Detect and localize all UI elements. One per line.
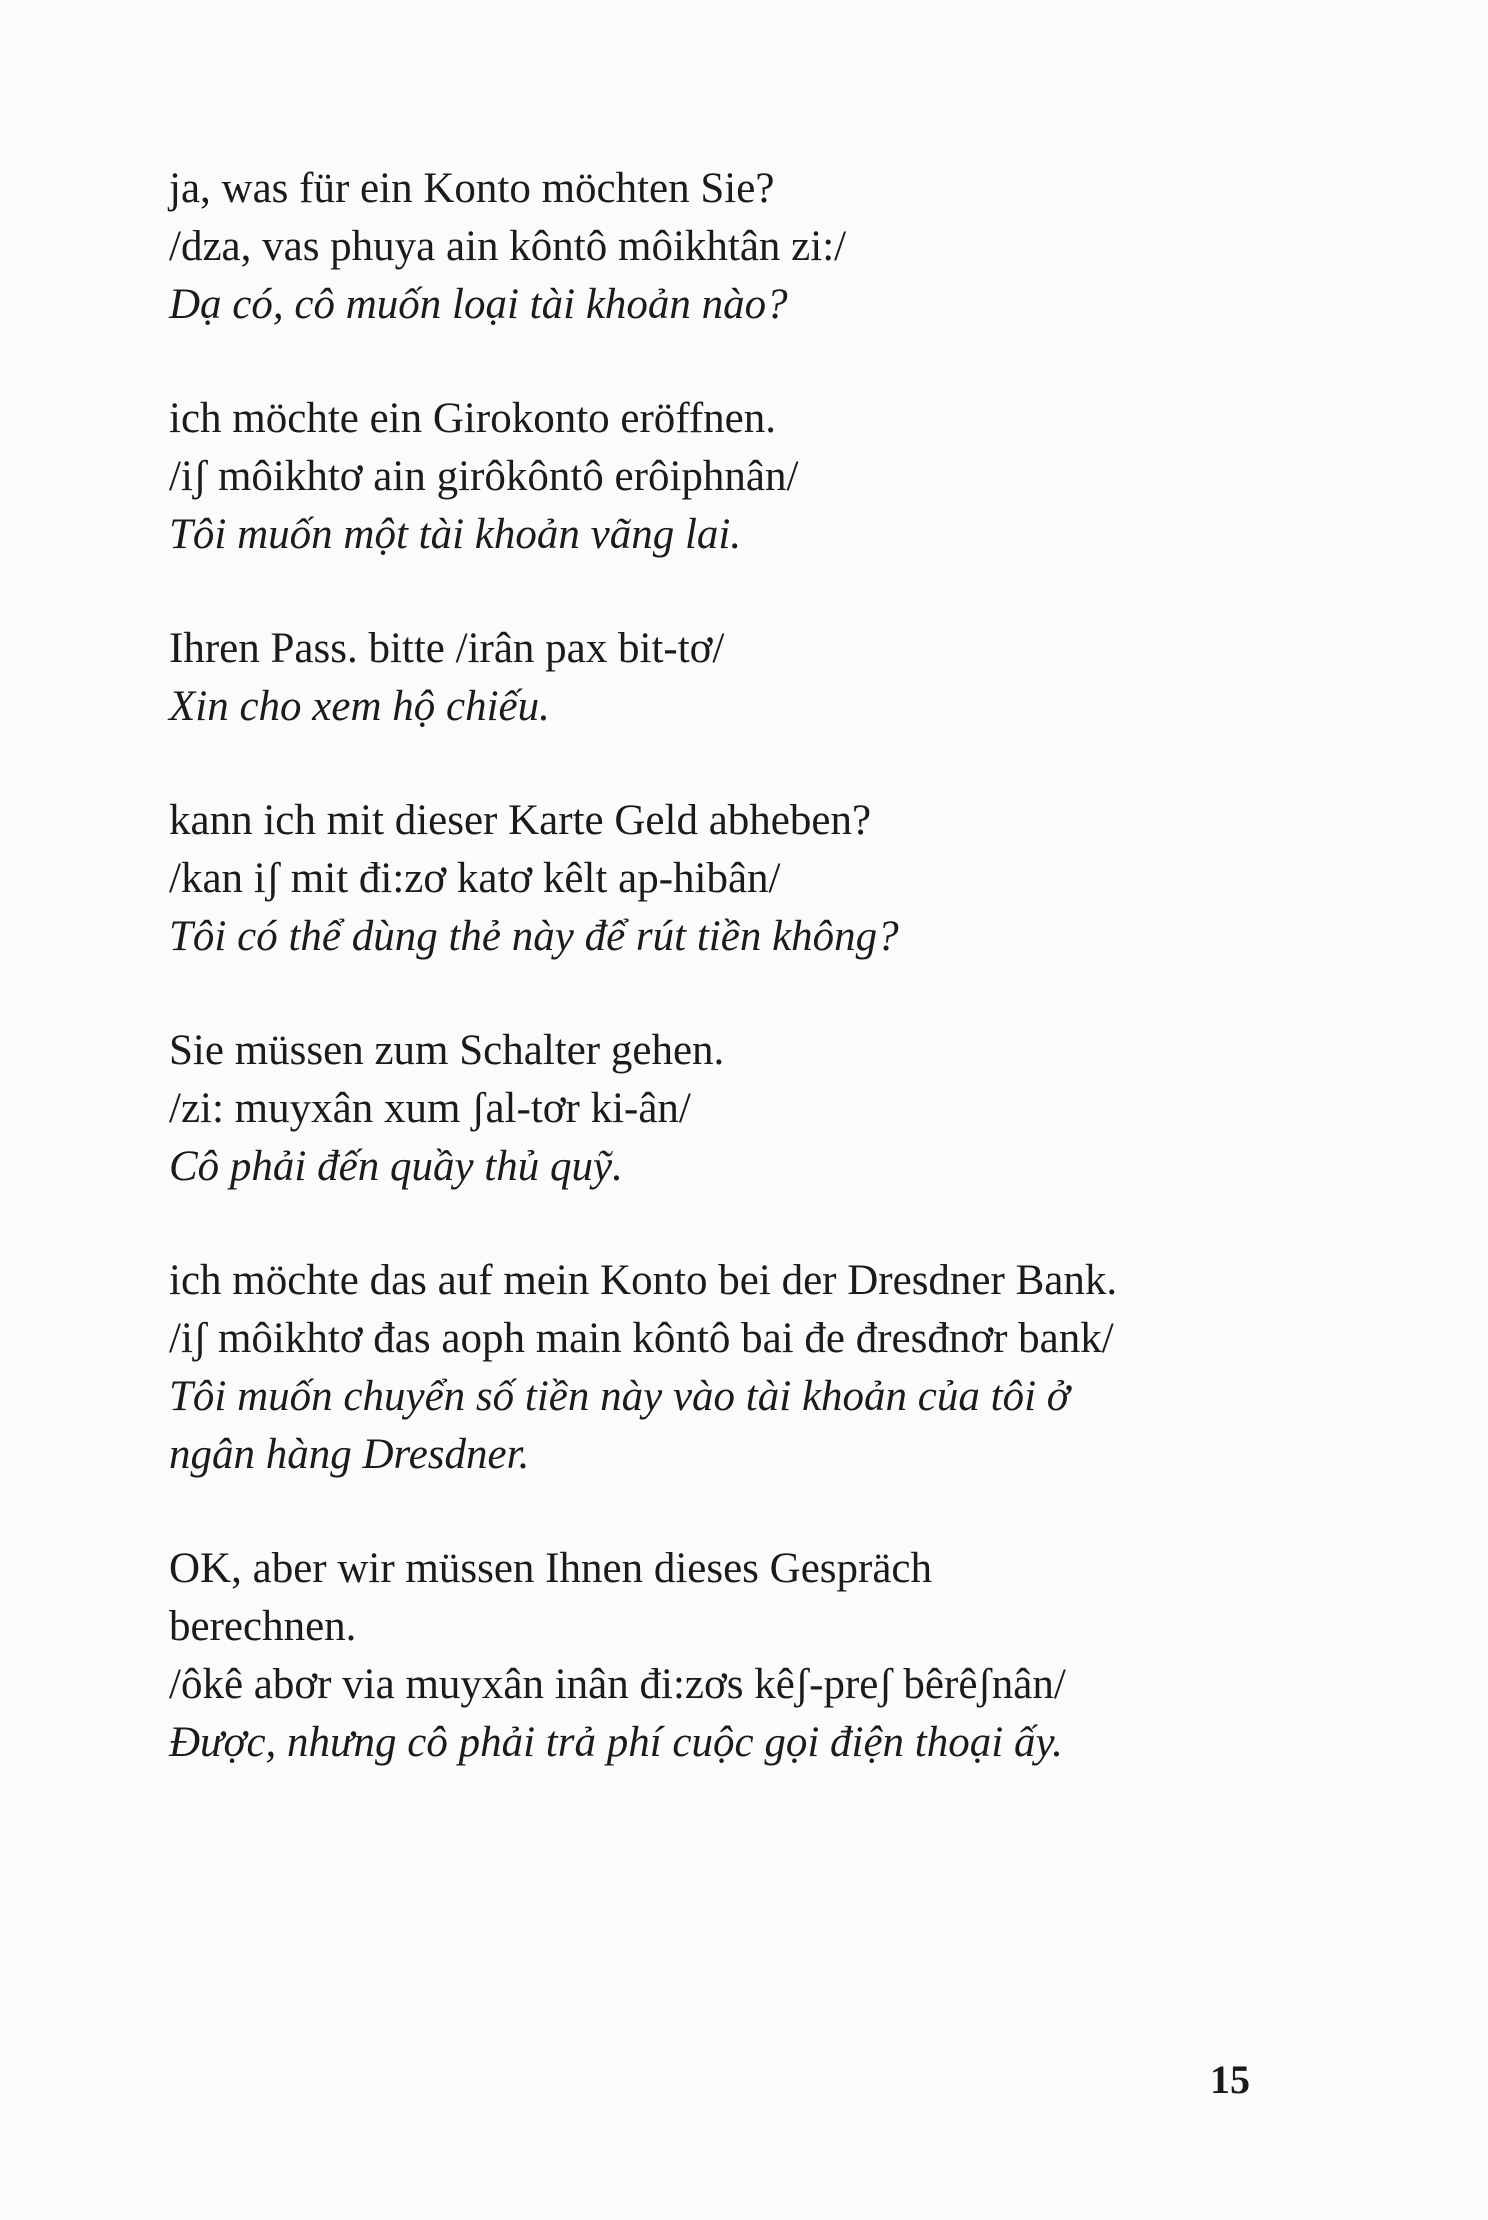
phrase-entry-5 xyxy=(169,1022,1309,1196)
german-phrase: ich möchte ein Girokonto eröffnen. xyxy=(169,395,776,442)
phrase-entry-7 xyxy=(169,1540,1309,1772)
pronunciation: /iʃ môikhtơ đas aoph main kôntô bai đe đresđnơr bank/ xyxy=(169,1315,1114,1362)
german-phrase: kann ich mit dieser Karte Geld abheben? xyxy=(169,797,872,844)
phrase-entry-6 xyxy=(169,1252,1309,1484)
german-phrase: Ihren Pass. bitte /irân pax bit-tơ/ xyxy=(169,625,725,672)
vietnamese-translation: Xin cho xem hộ chiếu. xyxy=(169,683,550,730)
vietnamese-translation: Tôi muốn một tài khoản vãng lai. xyxy=(169,511,742,558)
vietnamese-translation: Tôi có thể dùng thẻ này để rút tiền không? xyxy=(169,913,899,960)
pronunciation: /zi: muyxân xum ʃal-tơr ki-ân/ xyxy=(169,1085,691,1132)
vietnamese-translation: Dạ có, cô muốn loại tài khoản nào? xyxy=(169,281,788,328)
german-phrase-continued: berechnen. xyxy=(169,1603,357,1650)
vietnamese-translation-continued: ngân hàng Dresdner. xyxy=(169,1431,530,1478)
german-phrase: ich möchte das auf mein Konto bei der Dresdner Bank. xyxy=(169,1257,1118,1304)
phrase-entry-1 xyxy=(169,160,1309,334)
phrase-entry-2 xyxy=(169,390,1309,564)
phrase-list xyxy=(169,160,1309,1828)
page-number: 15 xyxy=(1210,2057,1250,2102)
pronunciation: /ôkê abơr via muyxân inân đi:zơs kêʃ-preʃ bêrêʃnân/ xyxy=(169,1661,1066,1708)
vietnamese-translation: Tôi muốn chuyển số tiền này vào tài khoản của tôi ở xyxy=(169,1373,1070,1420)
german-phrase: ja, was für ein Konto möchten Sie? xyxy=(169,165,775,212)
german-phrase: Sie müssen zum Schalter gehen. xyxy=(169,1027,725,1074)
phrase-entry-4 xyxy=(169,792,1309,966)
pronunciation: /iʃ môikhtơ ain girôkôntô erôiphnân/ xyxy=(169,453,799,500)
pronunciation: /kan iʃ mit đi:zơ katơ kêlt ap-hibân/ xyxy=(169,855,781,902)
pronunciation: /dza, vas phuya ain kôntô môikhtân zi:/ xyxy=(169,223,847,270)
phrase-entry-3 xyxy=(169,620,1309,736)
german-phrase: OK, aber wir müssen Ihnen dieses Gespräch xyxy=(169,1545,933,1592)
vietnamese-translation: Được, nhưng cô phải trả phí cuộc gọi điện thoại ấy. xyxy=(169,1719,1063,1766)
vietnamese-translation: Cô phải đến quầy thủ quỹ. xyxy=(169,1143,623,1190)
